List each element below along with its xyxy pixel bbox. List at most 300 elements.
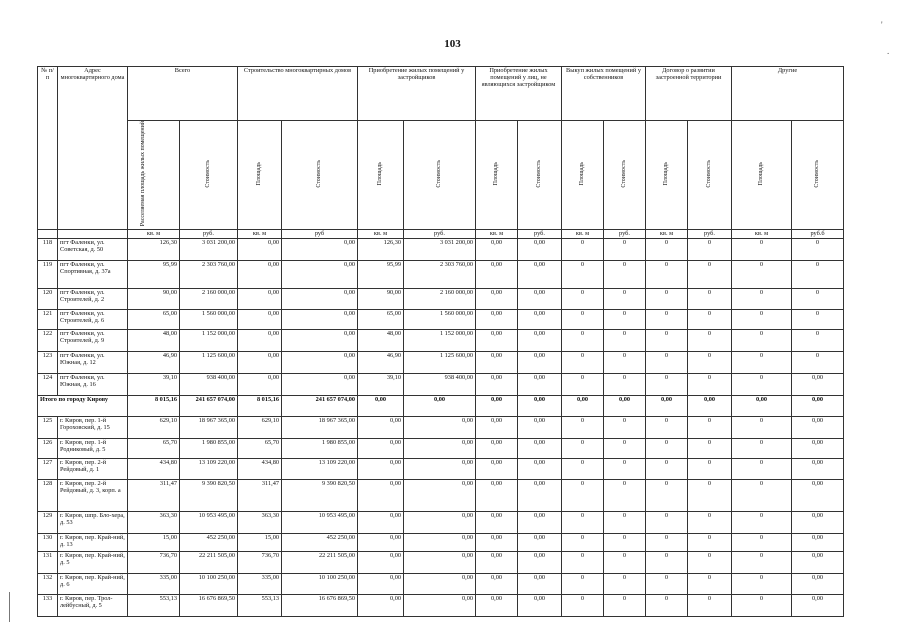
row-number: 126	[38, 438, 58, 458]
row-value: 0	[562, 416, 604, 438]
row-number: 119	[38, 260, 58, 288]
row-value: 48,00	[128, 329, 180, 351]
row-value: 0	[562, 511, 604, 533]
row-value: 0	[688, 309, 732, 329]
row-value: 0	[562, 260, 604, 288]
row-value: 39,10	[358, 373, 404, 395]
total-cell: 0,00	[476, 395, 518, 416]
row-value: 0	[732, 573, 792, 594]
row-value: 16 676 869,50	[282, 594, 358, 616]
row-number: 128	[38, 479, 58, 511]
total-cell: 0,00	[646, 395, 688, 416]
row-value: 65,70	[238, 438, 282, 458]
row-value: 0	[562, 551, 604, 573]
row-value: 0	[646, 238, 688, 260]
row-address: г. Киров, шпр. Бло-хера, д. 53	[58, 511, 128, 533]
row-value: 0	[604, 329, 646, 351]
table-row	[38, 373, 844, 395]
row-value: 0	[646, 260, 688, 288]
row-value: 1 980 855,00	[282, 438, 358, 458]
row-value: 0,00	[404, 416, 476, 438]
row-value: 22 211 505,00	[180, 551, 238, 573]
row-value: 0	[646, 533, 688, 551]
row-value: 0	[562, 594, 604, 616]
unit-cell: руб.	[180, 229, 238, 238]
row-value: 0,00	[238, 309, 282, 329]
total-cell: 0,00	[562, 395, 604, 416]
row-value: 0	[604, 288, 646, 309]
row-value: 0	[562, 351, 604, 373]
row-value: 0,00	[282, 373, 358, 395]
row-value: 0,00	[518, 329, 562, 351]
row-value: 452 250,00	[180, 533, 238, 551]
row-value: 0,00	[518, 238, 562, 260]
row-value: 1 152 000,00	[404, 329, 476, 351]
row-address: г. Киров, пер. Край-ний, д. 6	[58, 573, 128, 594]
row-value: 0,00	[476, 373, 518, 395]
row-value: 0,00	[404, 479, 476, 511]
row-value: 0,00	[476, 288, 518, 309]
row-value: 16 676 869,50	[180, 594, 238, 616]
row-value: 15,00	[128, 533, 180, 551]
row-value: 0,00	[792, 479, 844, 511]
row-value: 13 109 220,00	[282, 458, 358, 479]
header-group-construction: Строительство многоквартирных домов	[238, 67, 358, 121]
row-value: 0,00	[358, 416, 404, 438]
row-address: г. Киров, пер. 2-й Рейдовый, д. 3, корп. а	[58, 479, 128, 511]
row-number: 133	[38, 594, 58, 616]
row-value: 0	[604, 533, 646, 551]
subheader-cost: Стоимость	[518, 121, 562, 230]
row-value: 0	[604, 351, 646, 373]
table-row	[38, 309, 844, 329]
row-address: пгт Фаленки, ул. Строителей, д. 9	[58, 329, 128, 351]
row-value: 1 980 855,00	[180, 438, 238, 458]
row-value: 0,00	[476, 551, 518, 573]
header-group-other: Другие	[732, 67, 844, 121]
row-value: 0,00	[476, 438, 518, 458]
unit-cell: руб	[282, 229, 358, 238]
subheader-area: Площадь	[476, 121, 518, 230]
row-value: 0	[562, 438, 604, 458]
total-cell: 0,00	[688, 395, 732, 416]
row-number: 120	[38, 288, 58, 309]
unit-cell: руб.	[688, 229, 732, 238]
row-value: 0,00	[358, 458, 404, 479]
row-value: 0,00	[476, 351, 518, 373]
subheader-area: Площадь	[358, 121, 404, 230]
row-value: 938 400,00	[404, 373, 476, 395]
row-value: 0,00	[792, 551, 844, 573]
row-value: 0,00	[238, 260, 282, 288]
row-value: 0,00	[404, 438, 476, 458]
row-value: 0,00	[518, 288, 562, 309]
subheader-area: Площадь	[238, 121, 282, 230]
row-value: 0,00	[518, 533, 562, 551]
row-value: 0,00	[792, 458, 844, 479]
row-value: 0	[562, 533, 604, 551]
table-row	[38, 260, 844, 288]
row-value: 629,10	[128, 416, 180, 438]
row-value: 335,00	[238, 573, 282, 594]
row-value: 0,00	[404, 573, 476, 594]
corner-mark: '	[881, 20, 883, 30]
row-address: г. Киров, пер. Трол-лейбусный, д. 5	[58, 594, 128, 616]
unit-cell: руб.	[518, 229, 562, 238]
row-address: г. Киров, пер. 2-й Рейдовый, д. 1	[58, 458, 128, 479]
row-value: 0	[732, 260, 792, 288]
row-value: 0	[646, 351, 688, 373]
row-value: 0,00	[792, 594, 844, 616]
table-row	[38, 329, 844, 351]
row-value: 0	[688, 551, 732, 573]
row-value: 311,47	[128, 479, 180, 511]
header-group-development: Договор о развитии застроенной территории	[646, 67, 732, 121]
row-value: 0	[792, 260, 844, 288]
table-body-upper	[38, 238, 844, 395]
row-value: 0	[604, 438, 646, 458]
row-value: 311,47	[238, 479, 282, 511]
row-value: 46,90	[128, 351, 180, 373]
row-address: пгт Фаленки, ул. Спортивная, д. 37а	[58, 260, 128, 288]
row-value: 2 303 760,00	[180, 260, 238, 288]
row-value: 0,00	[518, 260, 562, 288]
row-value: 0	[604, 416, 646, 438]
row-value: 0,00	[282, 351, 358, 373]
row-address: пгт Фаленки, ул. Южная, д. 16	[58, 373, 128, 395]
row-value: 0,00	[358, 551, 404, 573]
row-value: 0	[792, 288, 844, 309]
subheader-cost: Стоимость	[688, 121, 732, 230]
subheader-cost: Стоимость	[792, 121, 844, 230]
row-value: 0,00	[238, 238, 282, 260]
row-value: 95,99	[128, 260, 180, 288]
row-value: 0,00	[404, 511, 476, 533]
row-address: пгт Фаленки, ул. Южная, д. 12	[58, 351, 128, 373]
row-value: 0	[688, 288, 732, 309]
row-number: 127	[38, 458, 58, 479]
row-value: 0	[646, 551, 688, 573]
row-value: 0,00	[476, 309, 518, 329]
row-value: 0	[604, 551, 646, 573]
table-row	[38, 594, 844, 616]
unit-cell: кв. м	[732, 229, 792, 238]
row-value: 0,00	[404, 458, 476, 479]
row-value: 335,00	[128, 573, 180, 594]
header-group-nondeveloper: Приобретение жилых помещений у лиц, не являющихся застройщиком	[476, 67, 562, 121]
row-value: 2 303 760,00	[404, 260, 476, 288]
unit-cell: кв. м	[128, 229, 180, 238]
row-value: 0	[732, 351, 792, 373]
row-address: пгт Фаленки, ул. Советская, д. 50	[58, 238, 128, 260]
total-cell: 0,00	[732, 395, 792, 416]
row-value: 0	[646, 438, 688, 458]
row-value: 0	[732, 438, 792, 458]
corner-dot: .	[887, 46, 890, 56]
subheader-area: Площадь	[562, 121, 604, 230]
row-value: 0	[646, 373, 688, 395]
row-value: 452 250,00	[282, 533, 358, 551]
row-value: 0,00	[358, 573, 404, 594]
row-value: 0	[562, 458, 604, 479]
table-row	[38, 511, 844, 533]
row-value: 553,13	[128, 594, 180, 616]
row-value: 0,00	[238, 329, 282, 351]
row-value: 48,00	[358, 329, 404, 351]
row-address: г. Киров, пер. 1-й Гороховский, д. 15	[58, 416, 128, 438]
row-value: 0	[646, 573, 688, 594]
row-value: 1 152 000,00	[180, 329, 238, 351]
row-value: 0	[732, 373, 792, 395]
page-number: 103	[444, 38, 461, 50]
row-value: 0,00	[518, 573, 562, 594]
unit-cell: кв. м	[562, 229, 604, 238]
row-value: 46,90	[358, 351, 404, 373]
row-value: 1 560 000,00	[404, 309, 476, 329]
row-value: 0	[646, 416, 688, 438]
row-value: 0	[732, 329, 792, 351]
row-value: 0,00	[282, 238, 358, 260]
row-value: 0	[792, 329, 844, 351]
row-value: 0,00	[518, 594, 562, 616]
row-value: 0,00	[282, 329, 358, 351]
row-value: 434,80	[238, 458, 282, 479]
unit-cell: руб.	[404, 229, 476, 238]
row-value: 90,00	[128, 288, 180, 309]
subheader-area: Площадь	[732, 121, 792, 230]
row-value: 0	[688, 573, 732, 594]
row-number: 124	[38, 373, 58, 395]
row-value: 90,00	[358, 288, 404, 309]
unit-cell: кв. м	[358, 229, 404, 238]
row-value: 65,00	[358, 309, 404, 329]
row-value: 0	[646, 458, 688, 479]
row-value: 0	[732, 288, 792, 309]
row-value: 0,00	[358, 438, 404, 458]
row-value: 434,80	[128, 458, 180, 479]
row-value: 0,00	[518, 373, 562, 395]
row-value: 0	[688, 458, 732, 479]
row-value: 0,00	[358, 511, 404, 533]
row-value: 0,00	[476, 458, 518, 479]
row-value: 0	[562, 373, 604, 395]
row-value: 0,00	[282, 260, 358, 288]
table-row	[38, 288, 844, 309]
row-value: 22 211 505,00	[282, 551, 358, 573]
row-value: 15,00	[238, 533, 282, 551]
row-value: 0,00	[238, 373, 282, 395]
table-body-total	[38, 395, 844, 416]
row-value: 736,70	[128, 551, 180, 573]
row-value: 0,00	[404, 594, 476, 616]
row-value: 0,00	[476, 511, 518, 533]
row-value: 363,30	[128, 511, 180, 533]
table-row	[38, 573, 844, 594]
row-value: 0,00	[404, 533, 476, 551]
row-value: 0	[604, 479, 646, 511]
row-address: пгт Фаленки, ул. Строителей, д. 6	[58, 309, 128, 329]
row-value: 2 160 000,00	[180, 288, 238, 309]
row-value: 0	[732, 511, 792, 533]
row-value: 18 967 365,00	[282, 416, 358, 438]
row-value: 10 100 250,00	[180, 573, 238, 594]
row-value: 0	[792, 238, 844, 260]
row-value: 0	[646, 309, 688, 329]
row-value: 0,00	[358, 533, 404, 551]
row-value: 0	[732, 309, 792, 329]
row-value: 0	[604, 373, 646, 395]
row-address: пгт Фаленки, ул. Строителей, д. 2	[58, 288, 128, 309]
row-value: 95,99	[358, 260, 404, 288]
row-value: 0,00	[476, 533, 518, 551]
row-value: 0,00	[282, 288, 358, 309]
row-address: г. Киров, пер. Край-ний, д. 5	[58, 551, 128, 573]
row-number: 130	[38, 533, 58, 551]
header-group-developer: Приобретение жилых помещений у застройщиков	[358, 67, 476, 121]
subheader-cost: Стоимость	[604, 121, 646, 230]
row-value: 0	[688, 260, 732, 288]
row-value: 0	[646, 479, 688, 511]
total-cell: 241 657 074,00	[282, 395, 358, 416]
row-value: 0	[732, 238, 792, 260]
table-row	[38, 551, 844, 573]
row-value: 0	[604, 594, 646, 616]
row-value: 0,00	[238, 351, 282, 373]
row-value: 13 109 220,00	[180, 458, 238, 479]
row-value: 0	[792, 309, 844, 329]
row-value: 39,10	[128, 373, 180, 395]
row-value: 0,00	[792, 533, 844, 551]
total-cell: 0,00	[518, 395, 562, 416]
row-value: 0	[688, 479, 732, 511]
row-value: 1 560 000,00	[180, 309, 238, 329]
row-value: 65,00	[128, 309, 180, 329]
subheader-cost: Стоимость	[180, 121, 238, 230]
unit-cell: кв. м	[646, 229, 688, 238]
row-value: 2 160 000,00	[404, 288, 476, 309]
row-value: 0,00	[792, 438, 844, 458]
row-value: 0,00	[792, 416, 844, 438]
total-cell: 0,00	[604, 395, 646, 416]
row-value: 0	[688, 238, 732, 260]
row-value: 0,00	[358, 479, 404, 511]
row-value: 0	[732, 479, 792, 511]
row-value: 0	[732, 551, 792, 573]
row-value: 0,00	[518, 351, 562, 373]
row-number: 121	[38, 309, 58, 329]
row-value: 0,00	[476, 573, 518, 594]
total-cell: 8 015,16	[238, 395, 282, 416]
margin-line	[9, 592, 10, 622]
row-value: 0	[562, 238, 604, 260]
row-value: 0,00	[518, 458, 562, 479]
row-value: 9 390 820,50	[180, 479, 238, 511]
row-value: 0,00	[792, 373, 844, 395]
row-value: 0	[562, 329, 604, 351]
row-value: 0	[732, 594, 792, 616]
row-value: 0,00	[476, 329, 518, 351]
row-value: 736,70	[238, 551, 282, 573]
subheader-area-total: Расселяемая площадь жилых помещений	[128, 121, 180, 230]
row-value: 363,30	[238, 511, 282, 533]
row-value: 10 953 495,00	[180, 511, 238, 533]
row-value: 10 953 495,00	[282, 511, 358, 533]
unit-cell: кв. м	[238, 229, 282, 238]
row-value: 0,00	[476, 238, 518, 260]
row-value: 10 100 250,00	[282, 573, 358, 594]
row-number: 125	[38, 416, 58, 438]
row-value: 0,00	[404, 551, 476, 573]
header-address: Адрес многоквартирного дома	[58, 67, 128, 230]
table-row	[38, 238, 844, 260]
row-value: 0,00	[518, 551, 562, 573]
unit-blank	[58, 229, 128, 238]
row-value: 126,30	[358, 238, 404, 260]
subheader-area: Площадь	[646, 121, 688, 230]
row-value: 0	[732, 458, 792, 479]
header-no: № п/п	[38, 67, 58, 230]
table-row	[38, 533, 844, 551]
row-value: 0	[562, 309, 604, 329]
row-value: 0	[732, 533, 792, 551]
row-value: 0,00	[476, 594, 518, 616]
row-value: 0	[688, 511, 732, 533]
row-number: 129	[38, 511, 58, 533]
table-row	[38, 351, 844, 373]
row-value: 0	[688, 438, 732, 458]
unit-cell: руб.	[604, 229, 646, 238]
row-value: 0,00	[476, 479, 518, 511]
total-cell: 0,00	[358, 395, 404, 416]
row-number: 122	[38, 329, 58, 351]
total-cell: 0,00	[404, 395, 476, 416]
row-value: 126,30	[128, 238, 180, 260]
row-value: 0,00	[792, 511, 844, 533]
row-value: 0	[646, 329, 688, 351]
unit-blank	[38, 229, 58, 238]
row-value: 0,00	[518, 479, 562, 511]
row-value: 0,00	[282, 309, 358, 329]
row-value: 0,00	[238, 288, 282, 309]
row-value: 18 967 365,00	[180, 416, 238, 438]
row-value: 0	[604, 238, 646, 260]
row-value: 1 125 600,00	[180, 351, 238, 373]
row-address: г. Киров, пер. Край-ний, д. 13	[58, 533, 128, 551]
row-value: 0,00	[358, 594, 404, 616]
row-value: 0	[562, 288, 604, 309]
row-value: 0	[688, 351, 732, 373]
row-value: 3 031 200,00	[404, 238, 476, 260]
row-value: 0	[646, 511, 688, 533]
row-address: г. Киров, пер. 1-й Родниковый, д. 5	[58, 438, 128, 458]
row-value: 0	[646, 288, 688, 309]
row-value: 0,00	[476, 260, 518, 288]
unit-cell: руб.б	[792, 229, 844, 238]
unit-cell: кв. м	[476, 229, 518, 238]
row-value: 0	[688, 533, 732, 551]
header-group-total: Всего	[128, 67, 238, 121]
total-cell: 8 015,16	[128, 395, 180, 416]
total-label: Итого по городу Кирову	[38, 395, 128, 416]
row-value: 0	[604, 573, 646, 594]
row-value: 0	[792, 351, 844, 373]
subheader-cost: Стоимость	[282, 121, 358, 230]
row-value: 9 390 820,50	[282, 479, 358, 511]
row-value: 553,13	[238, 594, 282, 616]
table-body-lower	[38, 416, 844, 616]
total-cell: 0,00	[792, 395, 844, 416]
row-value: 0	[688, 416, 732, 438]
